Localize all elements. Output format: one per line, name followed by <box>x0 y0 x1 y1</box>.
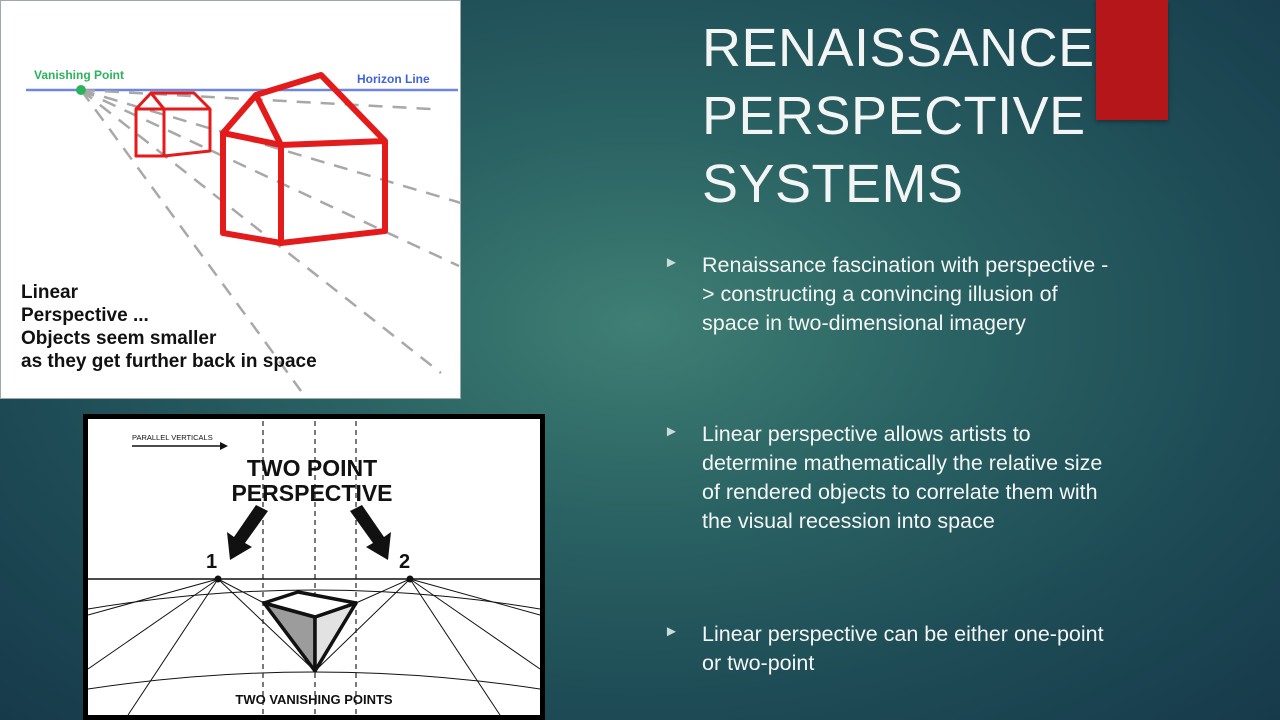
bullet-text: Renaissance fascination with perspective -> constructing a convincing illusion of space in two-dimensional imagery <box>702 253 1109 335</box>
slide-title <box>702 14 1102 218</box>
bullet-arrow-icon: ► <box>664 254 679 271</box>
bullet-text: Linear perspective allows artists to determine mathematically the relative size of rendered objects to correlate them with the visual recession into space <box>702 422 1103 533</box>
perspective-box <box>264 592 356 671</box>
linear-perspective-figure <box>0 0 461 399</box>
accent-bar <box>1096 0 1168 120</box>
two-vanishing-points-label: TWO VANISHING POINTS <box>235 692 393 707</box>
title-line: PERSPECTIVE <box>231 480 393 506</box>
horizon-line-label: Horizon Line <box>357 72 430 86</box>
parallel-verticals-label: PARALLEL VERTICALS <box>132 433 213 442</box>
caption-line: Objects seem smaller <box>21 328 217 349</box>
caption-line: Perspective ... <box>21 305 149 326</box>
figure-caption <box>21 282 317 372</box>
vanishing-point-dot <box>76 85 86 95</box>
bullet-arrow-icon: ► <box>664 623 679 640</box>
bullet-item <box>664 251 1114 338</box>
vanishing-point-label: Vanishing Point <box>34 68 125 82</box>
title-line-3: SYSTEMS <box>702 154 964 214</box>
two-point-perspective-figure <box>83 414 545 720</box>
two-point-title <box>231 455 392 506</box>
right-arrow-icon <box>220 442 228 450</box>
caption-line: Linear <box>21 282 79 303</box>
caption-line: as they get further back in space <box>21 351 317 372</box>
title-line-2: PERSPECTIVE <box>702 86 1086 146</box>
title-line-1: RENAISSANCE <box>702 18 1095 78</box>
vanishing-point-2-dot <box>407 576 414 583</box>
arrow-down-left-icon <box>227 505 268 560</box>
bullet-arrow-icon: ► <box>664 423 679 440</box>
bullet-item <box>664 420 1114 536</box>
vanishing-point-2-label: 2 <box>399 551 411 573</box>
large-house <box>223 75 385 243</box>
bullet-item <box>664 620 1114 678</box>
two-point-perspective-illustration <box>88 419 540 715</box>
bullet-text: Linear perspective can be either one-point or two-point <box>702 622 1104 675</box>
linear-perspective-illustration <box>1 1 462 400</box>
curved-ground-line-lower <box>88 672 540 689</box>
vanishing-point-1-dot <box>215 576 222 583</box>
title-line: TWO POINT <box>246 455 378 481</box>
vanishing-point-1-label: 1 <box>206 551 218 573</box>
